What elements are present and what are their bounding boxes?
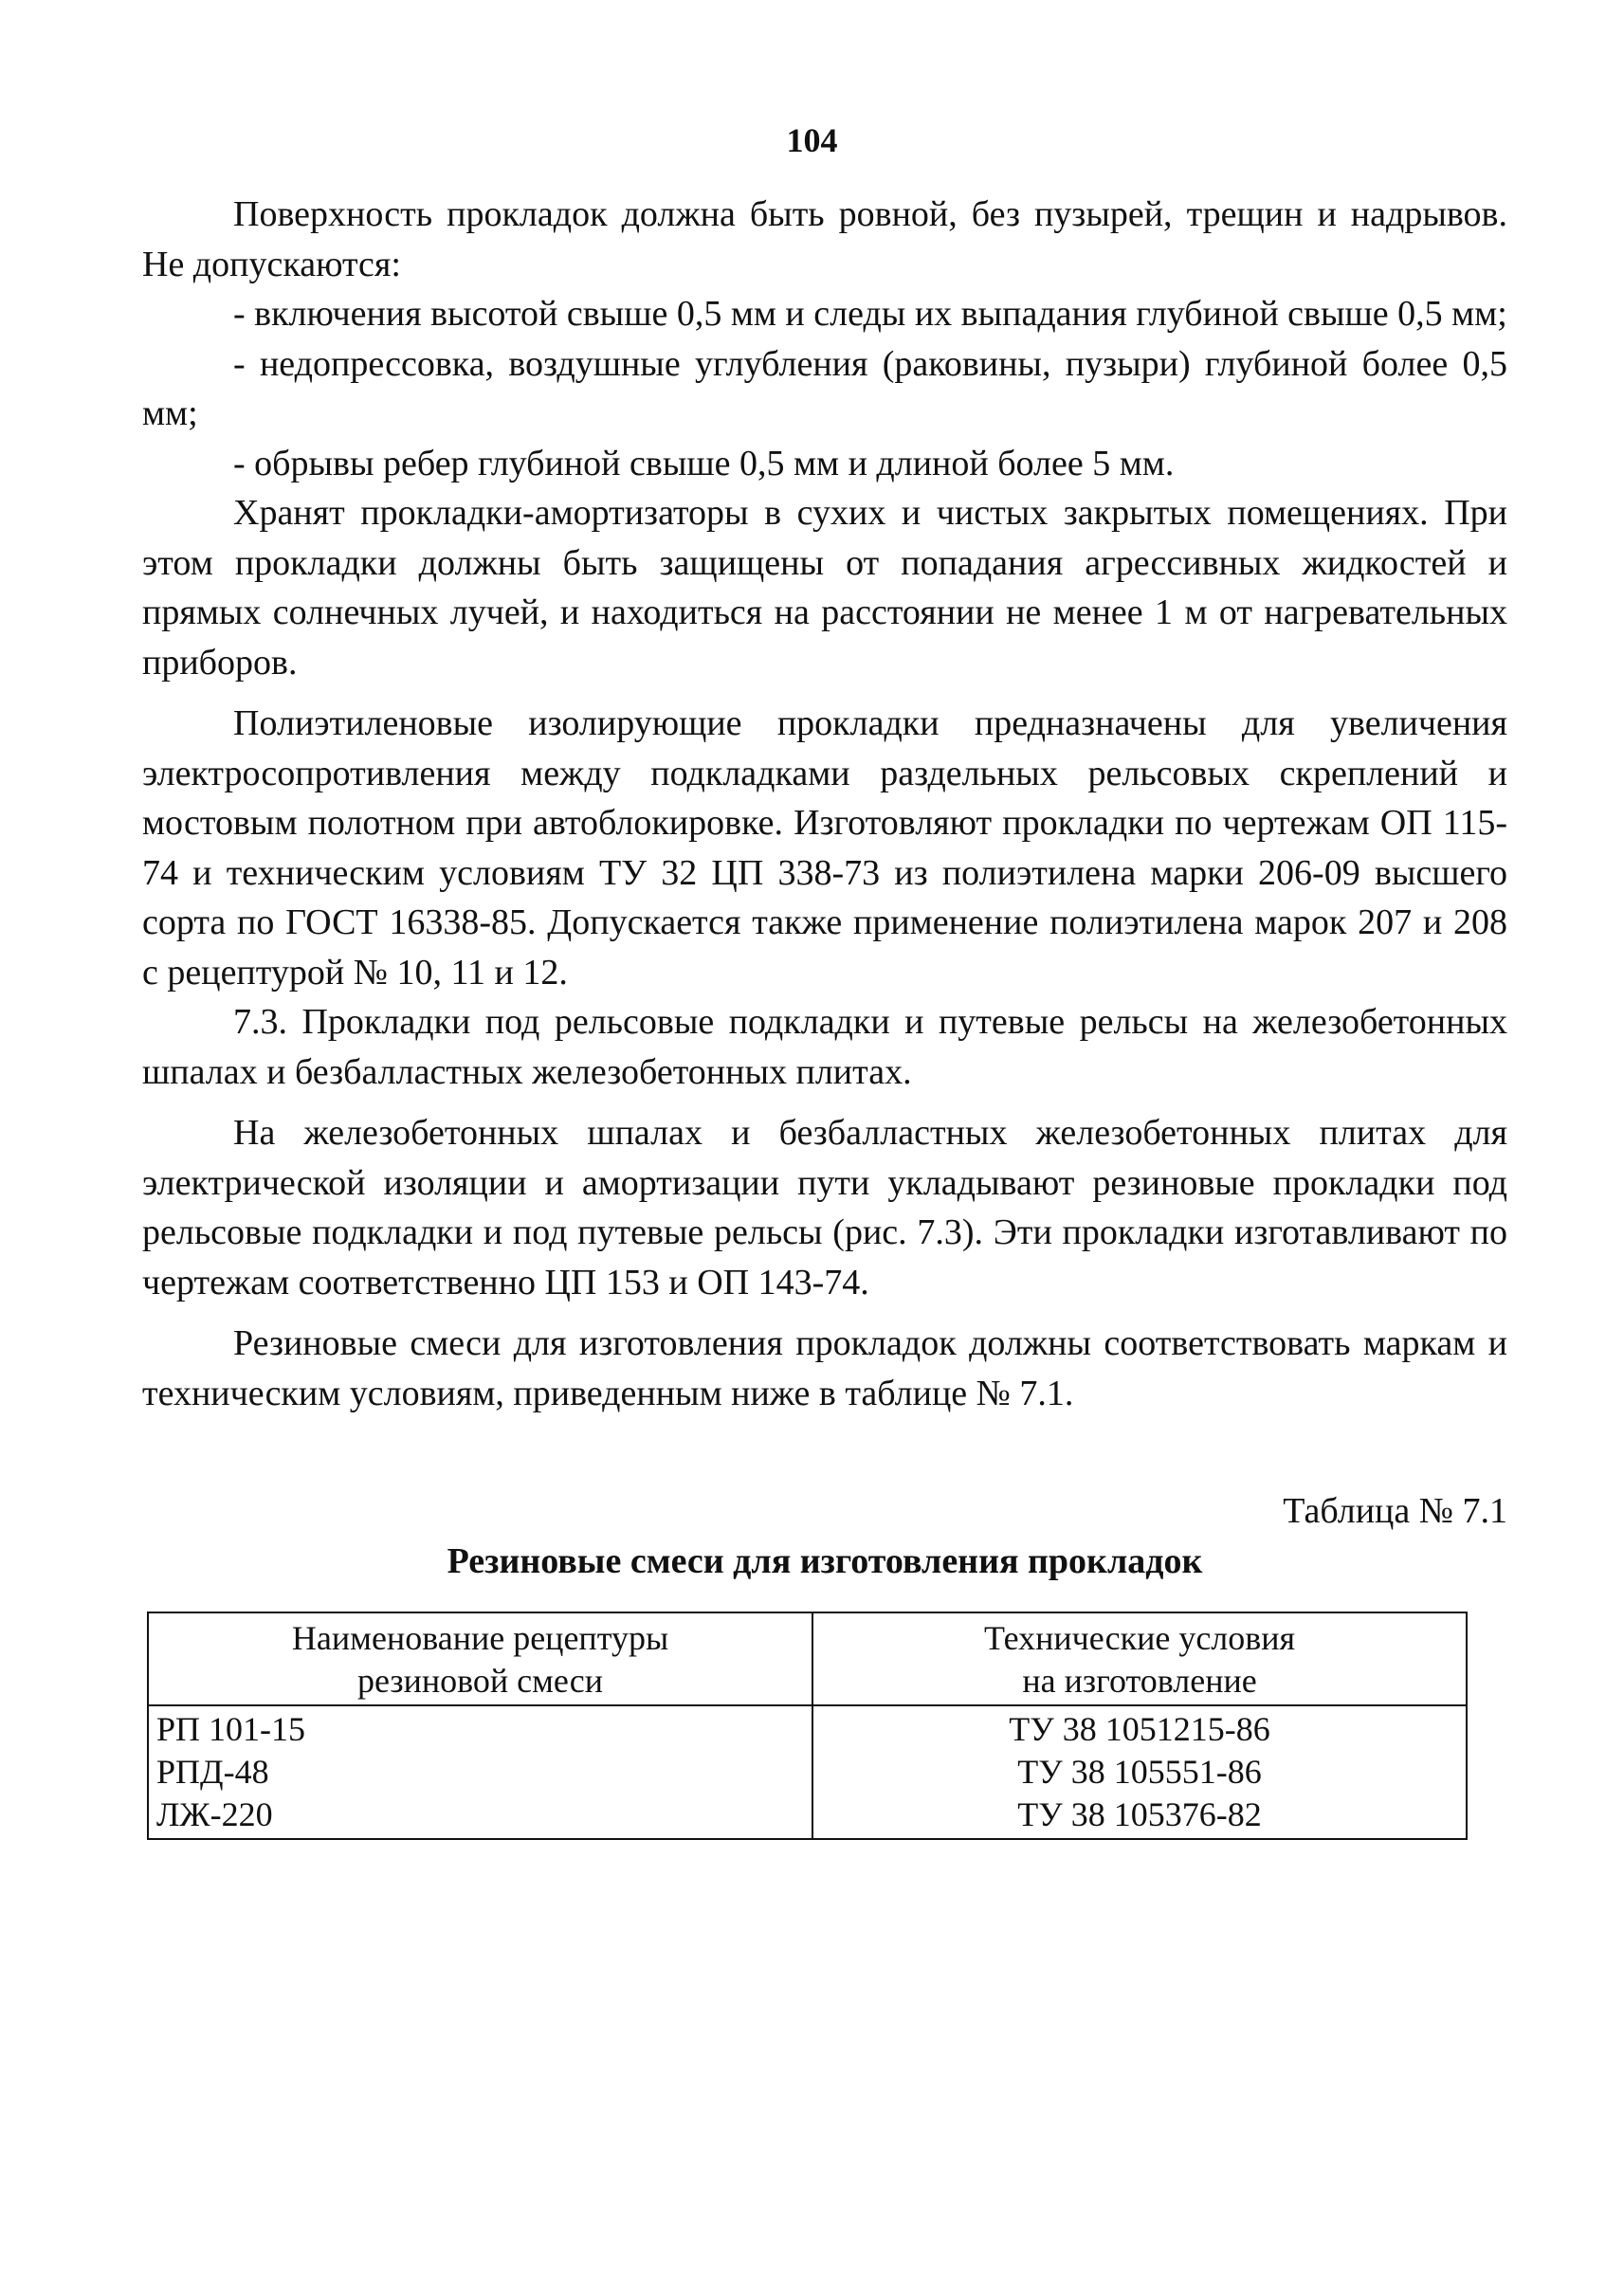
paragraph-surface-requirements: Поверхность прокладок должна быть ровной, без пузырей, трещин и надрывов. Не допускаются: xyxy=(142,194,1507,284)
table-title: Резиновые смеси для изготовления прокладок xyxy=(447,1540,1203,1581)
list-item-rib-breaks: - обрывы ребер глубиной свыше 0,5 мм и длиной более 5 мм. xyxy=(233,443,1175,483)
paragraph-rubber-pads: На железобетонных шпалах и безбалластных железобетонных плитах для электрической изоляции и амортизации пути укладывают резиновые прокладки под рельсовые подкладки и под путевые рельсы (рис. 7.3). Эти прокладки изготавливают по чертежам соответственно ЦП 153 и ОП 143-74. xyxy=(142,1113,1507,1302)
rubber-mix-table xyxy=(147,1612,1468,1840)
paragraph-rubber-mixes: Резиновые смеси для изготовления прокладок должны соответствовать маркам и техническим условиям, приведенным ниже в таблице № 7.1. xyxy=(142,1323,1507,1413)
spec-value: ТУ 38 105376-82 xyxy=(1017,1795,1262,1833)
recipe-name: ЛЖ-220 xyxy=(156,1795,273,1833)
paragraph-storage: Хранят прокладки-амортизаторы в сухих и чистых закрытых помещениях. При этом прокладки должны быть защищены от попадания агрессивных жидкостей и прямых солнечных лучей, и находиться на расстоянии не менее 1 м от нагревательных приборов. xyxy=(142,493,1507,683)
paragraph-polyethylene-pads: Полиэтиленовые изолирующие прокладки предназначены для увеличения электросопротивления между подкладками раздельных рельсовых скреплений и мостовым полотном при автоблокировке. Изготовляют прокладки по чертежам ОП 115-74 и техническим условиям ТУ 32 ЦП 338-73 из полиэтилена марки 206-09 высшего сорта по ГОСТ 16338-85. Допускается также применение полиэтилена марок 207 и 208 с рецептурой № 10, 11 и 12. xyxy=(142,703,1507,993)
table-number: Таблица № 7.1 xyxy=(1283,1491,1507,1531)
spec-value: ТУ 38 1051215-86 xyxy=(1009,1710,1270,1748)
page-number: 104 xyxy=(786,121,838,159)
rubber-mix-table-wrapper xyxy=(147,1612,1468,1840)
spacer xyxy=(142,1418,1507,1486)
list-item-underpressing: - недопрессовка, воздушные углубления (раковины, пузыри) глубиной более 0,5 мм; xyxy=(142,343,1507,433)
spec-cell xyxy=(812,1705,1467,1839)
header-recipe-name: Наименование рецептуры резиновой смеси xyxy=(148,1612,812,1705)
header-technical-conditions: Технические условия на изготовление xyxy=(812,1612,1467,1705)
section-heading-7-3: 7.3. Прокладки под рельсовые подкладки и путевые рельсы на железобетонных шпалах и безбалластных железобетонных плитах. xyxy=(142,1002,1507,1092)
body-text xyxy=(142,190,1507,1586)
table-row xyxy=(148,1705,1467,1839)
spec-value: ТУ 38 105551-86 xyxy=(1017,1753,1262,1791)
list-item-inclusions: - включения высотой свыше 0,5 мм и следы их выпадания глубиной свыше 0,5 мм; xyxy=(233,294,1507,334)
recipe-name: РПД-48 xyxy=(156,1753,269,1791)
recipe-names-cell xyxy=(148,1705,812,1839)
table-header-row xyxy=(148,1612,1467,1705)
recipe-name: РП 101-15 xyxy=(156,1710,306,1748)
